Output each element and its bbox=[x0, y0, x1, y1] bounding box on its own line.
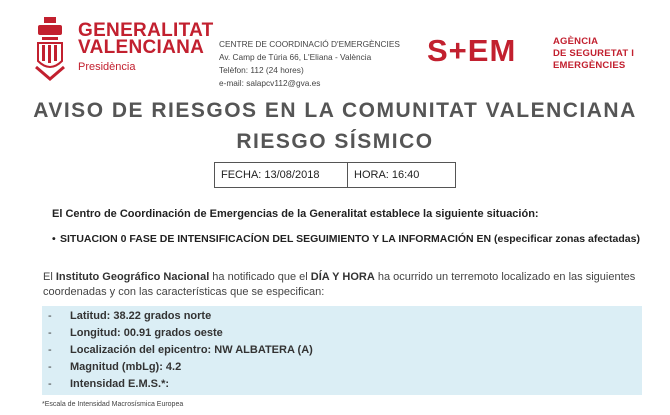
row-dash: - bbox=[48, 310, 52, 322]
info-row bbox=[42, 376, 642, 393]
bullet-icon: • bbox=[52, 233, 56, 245]
fecha-cell: FECHA: 13/08/2018 bbox=[215, 163, 348, 187]
intro-text: El Centro de Coordinación de Emergencias de la Generalitat establece la siguiente situación: bbox=[52, 208, 539, 220]
row-dash: - bbox=[48, 344, 52, 356]
row-label: Localización del epicentro: NW ALBATERA (A) bbox=[70, 344, 313, 356]
info-row bbox=[42, 325, 642, 342]
sem-line: EMERGÈNCIES bbox=[553, 60, 626, 71]
row-label: Longitud: 00.91 grados oeste bbox=[70, 327, 223, 339]
cce-line: CENTRE DE COORDINACIÓ D'EMERGÈNCIES bbox=[219, 39, 400, 49]
dia-hora: DÍA Y HORA bbox=[310, 271, 375, 283]
sem-line: DE SEGURETAT I bbox=[553, 48, 635, 59]
gv-line3: Presidència bbox=[78, 61, 136, 73]
notice-paragraph bbox=[43, 270, 643, 300]
earthquake-info-box bbox=[42, 306, 642, 395]
situation-bullet bbox=[52, 232, 642, 246]
page-subtitle: RIESGO SÍSMICO bbox=[236, 130, 434, 153]
document-header bbox=[0, 0, 670, 96]
situation-text: SITUACION 0 FASE DE INTENSIFICACÍON DEL SEGUIMIENTO Y LA INFORMACIÓN EN (especificar zonas afectadas) bbox=[60, 233, 640, 245]
sem-logo bbox=[427, 34, 516, 68]
generalitat-wordmark bbox=[78, 22, 214, 76]
ign-name: Instituto Geográfico Nacional bbox=[55, 271, 210, 283]
row-label: Intensidad E.M.S.*: bbox=[70, 378, 170, 390]
info-row bbox=[42, 308, 642, 325]
info-row bbox=[42, 359, 642, 376]
notice-part: ha notificado que el bbox=[209, 271, 311, 283]
cce-line: Telèfon: 112 (24 hores) bbox=[219, 65, 304, 75]
hora-cell: HORA: 16:40 bbox=[354, 169, 420, 181]
gv-line2: VALENCIANA bbox=[78, 37, 205, 58]
row-dash: - bbox=[48, 327, 52, 339]
page-title: AVISO DE RIESGOS EN LA COMUNITAT VALENCIANA bbox=[33, 99, 637, 122]
row-label: Magnitud (mbLg): 4.2 bbox=[70, 361, 182, 373]
sem-line: AGÈNCIA bbox=[553, 36, 599, 47]
cce-line: e-mail: salapcv112@gva.es bbox=[219, 78, 321, 88]
notice-part: El bbox=[43, 271, 56, 283]
row-dash: - bbox=[48, 361, 52, 373]
info-row bbox=[42, 342, 642, 359]
sem-agency-name bbox=[553, 36, 634, 72]
footnote: *Escala de Intensidad Macrosísmica Europea bbox=[42, 401, 184, 408]
row-label: Latitud: 38.22 grados norte bbox=[70, 310, 212, 322]
generalitat-crest-icon bbox=[34, 17, 66, 81]
cce-line: Av. Camp de Túria 66, L'Eliana - València bbox=[219, 52, 372, 62]
emergency-center-address bbox=[219, 38, 400, 90]
date-time-box bbox=[214, 162, 456, 188]
row-dash: - bbox=[48, 378, 52, 390]
notice-part: ha ocurrido un terremoto localizado en las siguientes coordenadas y con las características que se especifican: bbox=[43, 271, 636, 298]
gv-line1: GENERALITAT bbox=[78, 20, 214, 41]
sem-logo-text: S+EM bbox=[427, 33, 517, 68]
